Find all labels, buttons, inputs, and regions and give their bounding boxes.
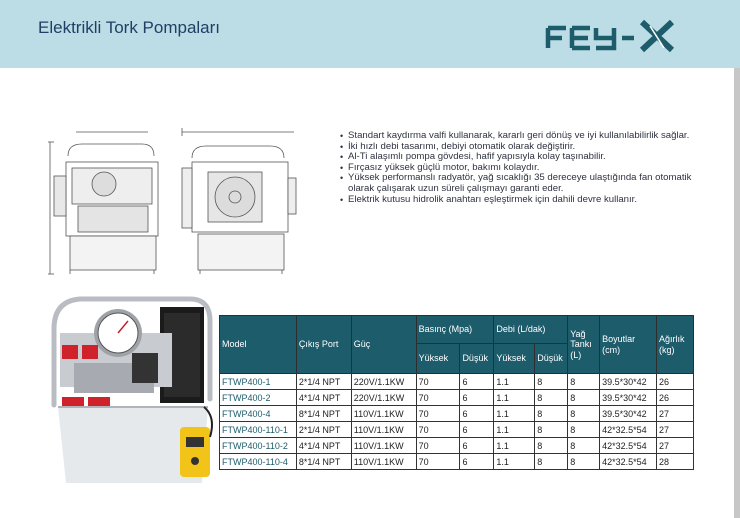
cell-power: 220V/1.1KW xyxy=(351,374,416,390)
cell-port: 2*1/4 NPT xyxy=(296,422,351,438)
cell-power: 110V/1.1KW xyxy=(351,454,416,470)
cell-pressure-high: 70 xyxy=(416,454,460,470)
cell-power: 110V/1.1KW xyxy=(351,422,416,438)
cell-flow-low: 8 xyxy=(535,422,568,438)
cell-flow-low: 8 xyxy=(535,374,568,390)
page-edge-shadow xyxy=(734,68,740,518)
table-row xyxy=(220,390,694,406)
header-port: Çıkış Port xyxy=(296,316,351,374)
cell-model: FTWP400-2 xyxy=(220,390,297,406)
feature-item: • Fırçasız yüksek güçlü motor, bakımı kolaydır. xyxy=(340,163,720,174)
cell-flow-high: 1.1 xyxy=(494,374,535,390)
feature-item: • Yüksek performanslı radyatör, yağ sıcaklığı 35 dereceye ulaştığında fan otomatik olarak çalışarak uzun süreli çalışmayı garanti eder. xyxy=(340,173,720,194)
header-pressure-low: Düşük xyxy=(460,344,494,374)
cell-pressure-high: 70 xyxy=(416,422,460,438)
cell-pressure-high: 70 xyxy=(416,406,460,422)
cell-tank: 8 xyxy=(568,438,600,454)
feature-item: • İki hızlı debi tasarımı, debiyi otomatik olarak değiştirir. xyxy=(340,142,720,153)
header-pressure-high: Yüksek xyxy=(416,344,460,374)
cell-power: 110V/1.1KW xyxy=(351,406,416,422)
cell-power: 220V/1.1KW xyxy=(351,390,416,406)
pump-side-drawing-icon xyxy=(178,128,298,276)
spec-table xyxy=(219,315,694,470)
cell-size: 42*32.5*54 xyxy=(600,454,657,470)
feature-item: • Al-Ti alaşımlı pompa gövdesi, hafif yapısıyla kolay taşınabilir. xyxy=(340,152,720,163)
cell-flow-low: 8 xyxy=(535,438,568,454)
cell-flow-high: 1.1 xyxy=(494,390,535,406)
cell-port: 8*1/4 NPT xyxy=(296,406,351,422)
feature-item: • Standart kaydırma valfi kullanarak, kararlı geri dönüş ve iyi kullanılabilirlik sağlar. xyxy=(340,131,720,142)
header-flow: Debi (L/dak) xyxy=(494,316,568,344)
cell-model: FTWP400-1 xyxy=(220,374,297,390)
feature-item: • Elektrik kutusu hidrolik anahtarı eşleştirmek için dahili devre kullanır. xyxy=(340,195,720,206)
header-flow-low: Düşük xyxy=(535,344,568,374)
cell-port: 2*1/4 NPT xyxy=(296,374,351,390)
cell-tank: 8 xyxy=(568,422,600,438)
header-band xyxy=(0,0,740,68)
header-weight: Ağırlık (kg) xyxy=(657,316,694,374)
cell-flow-high: 1.1 xyxy=(494,406,535,422)
cell-port: 4*1/4 NPT xyxy=(296,390,351,406)
header-size: Boyutlar (cm) xyxy=(600,316,657,374)
cell-model: FTWP400-110-1 xyxy=(220,422,297,438)
cell-flow-low: 8 xyxy=(535,406,568,422)
cell-weight: 27 xyxy=(657,406,694,422)
header-model: Model xyxy=(220,316,297,374)
fey-x-logo xyxy=(544,12,694,56)
table-row xyxy=(220,406,694,422)
cell-tank: 8 xyxy=(568,454,600,470)
cell-flow-high: 1.1 xyxy=(494,422,535,438)
cell-model: FTWP400-4 xyxy=(220,406,297,422)
cell-tank: 8 xyxy=(568,374,600,390)
cell-pressure-high: 70 xyxy=(416,390,460,406)
electric-torque-pump-photo-icon xyxy=(40,287,216,489)
cell-pressure-low: 6 xyxy=(460,454,494,470)
cell-size: 42*32.5*54 xyxy=(600,438,657,454)
header-pressure: Basınç (Mpa) xyxy=(416,316,494,344)
table-row xyxy=(220,374,694,390)
table-row xyxy=(220,422,694,438)
cell-pressure-high: 70 xyxy=(416,374,460,390)
cell-flow-high: 1.1 xyxy=(494,454,535,470)
cell-flow-low: 8 xyxy=(535,390,568,406)
cell-weight: 27 xyxy=(657,422,694,438)
cell-size: 39.5*30*42 xyxy=(600,390,657,406)
cell-flow-low: 8 xyxy=(535,454,568,470)
cell-pressure-low: 6 xyxy=(460,438,494,454)
cell-tank: 8 xyxy=(568,406,600,422)
cell-pressure-high: 70 xyxy=(416,438,460,454)
cell-pressure-low: 6 xyxy=(460,390,494,406)
cell-power: 110V/1.1KW xyxy=(351,438,416,454)
cell-weight: 26 xyxy=(657,390,694,406)
cell-weight: 27 xyxy=(657,438,694,454)
cell-weight: 26 xyxy=(657,374,694,390)
page-title: Elektrikli Tork Pompaları xyxy=(38,18,221,37)
cell-size: 39.5*30*42 xyxy=(600,374,657,390)
cell-pressure-low: 6 xyxy=(460,374,494,390)
header-flow-high: Yüksek xyxy=(494,344,535,374)
cell-flow-high: 1.1 xyxy=(494,438,535,454)
table-row xyxy=(220,438,694,454)
cell-weight: 28 xyxy=(657,454,694,470)
cell-pressure-low: 6 xyxy=(460,406,494,422)
cell-model: FTWP400-110-2 xyxy=(220,438,297,454)
pump-front-drawing-icon xyxy=(48,128,166,276)
cell-model: FTWP400-110-4 xyxy=(220,454,297,470)
header-power: Güç xyxy=(351,316,416,374)
cell-pressure-low: 6 xyxy=(460,422,494,438)
feature-list xyxy=(340,131,720,205)
cell-size: 42*32.5*54 xyxy=(600,422,657,438)
header-tank: Yağ Tankı (L) xyxy=(568,316,600,374)
cell-port: 8*1/4 NPT xyxy=(296,454,351,470)
cell-tank: 8 xyxy=(568,390,600,406)
cell-port: 4*1/4 NPT xyxy=(296,438,351,454)
table-row xyxy=(220,454,694,470)
cell-size: 39.5*30*42 xyxy=(600,406,657,422)
